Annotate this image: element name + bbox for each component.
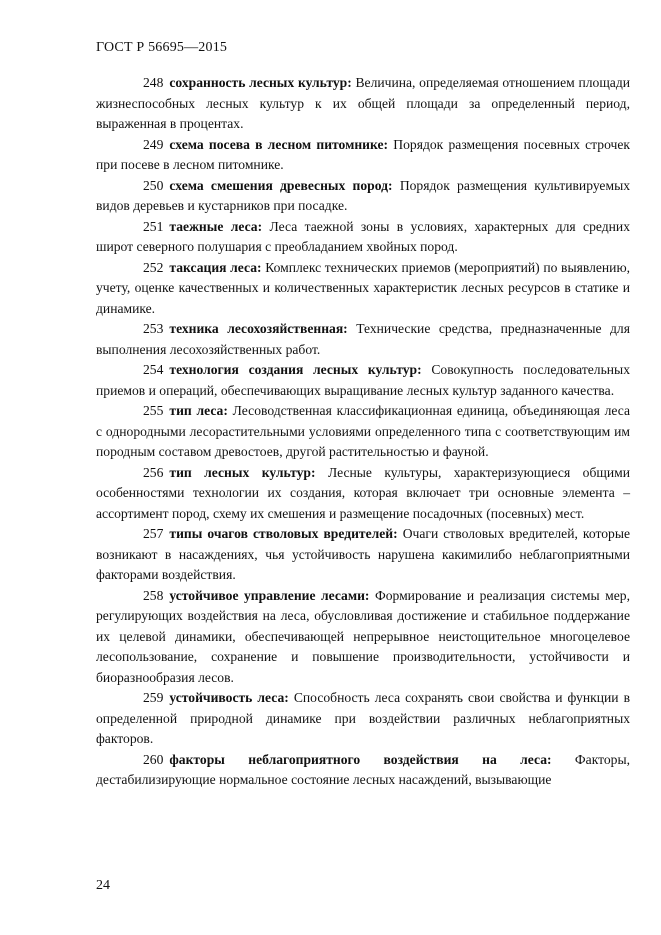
entry-definition: Технические средства, предназначенные для выполнения лесохозяйственных работ. [96,321,630,357]
entry-term: таксация леса: [169,259,262,275]
term-entry-257 [96,524,630,586]
term-entry-252 [96,258,630,320]
entry-number: 252 [143,259,164,275]
entry-number: 259 [143,690,164,705]
entry-definition: Леса таежной зоны в условиях, характерных для средних широт северного полушария с преобладанием хвойных пород. [96,218,630,254]
entry-number: 253 [143,321,164,336]
entry-term: устойчивость леса: [169,690,289,705]
entry-term: таежные леса: [169,218,263,234]
term-entry-249 [96,135,630,176]
page-header: ГОСТ Р 56695—2015 [96,40,228,55]
entry-term: схема смешения древесных пород: [169,177,393,193]
entry-definition: Величина, определяемая отношением площади жизнеспособных лесных культур к их общей площади за определенный период, выраженная в процентах. [96,75,631,131]
term-entry-248 [96,73,630,135]
entry-term: сохранность лесных культур: [169,75,352,90]
term-entry-260 [96,750,630,791]
entry-number: 257 [143,526,164,541]
entry-number: 254 [143,362,164,377]
term-entry-258 [96,586,630,689]
term-entry-255 [96,401,630,463]
term-list [96,73,630,791]
entry-term: техника лесохозяйственная: [169,321,348,336]
entry-definition: Лесоводственная классификационная единица, объединяющая леса с однородными лесорастительными условиями определенного типа с соответствующим им породным составом древостоев, другой растительностью и фауной. [96,403,631,459]
entry-number: 255 [143,403,164,418]
entry-definition: Формирование и реализация системы мер, регулирующих воздействия на леса, обусловливая достижение и стабильное поддержание их целевой динамики, обеспечивающей непрерывное неистощительное многоцелевое лесопользование, сохранение и повышение производительности, устойчивости и биоразнообразия лесов. [96,587,630,685]
entry-term: устойчивое управление лесами: [169,587,370,603]
entry-number: 248 [143,75,164,90]
term-entry-250 [96,176,630,217]
entry-number: 256 [143,464,164,480]
entry-term: схема посева в лесном питомнике: [169,136,389,152]
entry-term: факторы неблагоприятного воздействия на леса: [169,751,552,767]
entry-definition: Очаги стволовых вредителей, которые возникают в насаждениях, чья устойчивость нарушена какимилибо неблагоприятными факторами воздействия. [96,526,630,582]
entry-number: 251 [143,218,164,234]
entry-term: типы очагов стволовых вредителей: [169,526,398,541]
entry-number: 258 [143,587,164,603]
entry-definition: Способность леса сохранять свои свойства и функции в определенной природной динамике при воздействии различных неблагоприятных факторов. [96,690,630,746]
term-entry-251 [96,217,630,258]
entry-definition: Лесные культуры, характеризующиеся общими особенностями технологии их создания, которая включает три основные элемента – ассортимент пород, схему их смешения и размещение посадочных (посевных) мест. [96,464,630,521]
entry-term: технология создания лесных культур: [169,362,422,377]
entry-definition: Порядок размещения посевных строчек при посеве в лесном питомнике. [96,136,630,172]
entry-number: 249 [143,136,164,152]
entry-number: 260 [143,751,164,767]
entry-term: тип леса: [169,403,228,418]
term-entry-254 [96,360,630,401]
page-number: 24 [96,878,110,893]
entry-number: 250 [143,177,164,193]
entry-term: тип лесных культур: [169,464,316,480]
entry-definition: Совокупность последовательных приемов и операций, обеспечивающих выращивание лесных культур заданного качества. [96,362,630,398]
entry-definition: Факторы, дестабилизирующие нормальное состояние лесных насаждений, вызывающие [96,751,631,787]
entry-definition: Комплекс технических приемов (мероприятий) по выявлению, учету, оценке качественных и количественных характеристик лесных ресурсов в статике и динамике. [96,259,630,316]
term-entry-256 [96,463,630,525]
term-entry-259 [96,688,630,750]
term-entry-253 [96,319,630,360]
entry-definition: Порядок размещения культивируемых видов деревьев и кустарников при посадке. [96,177,631,213]
